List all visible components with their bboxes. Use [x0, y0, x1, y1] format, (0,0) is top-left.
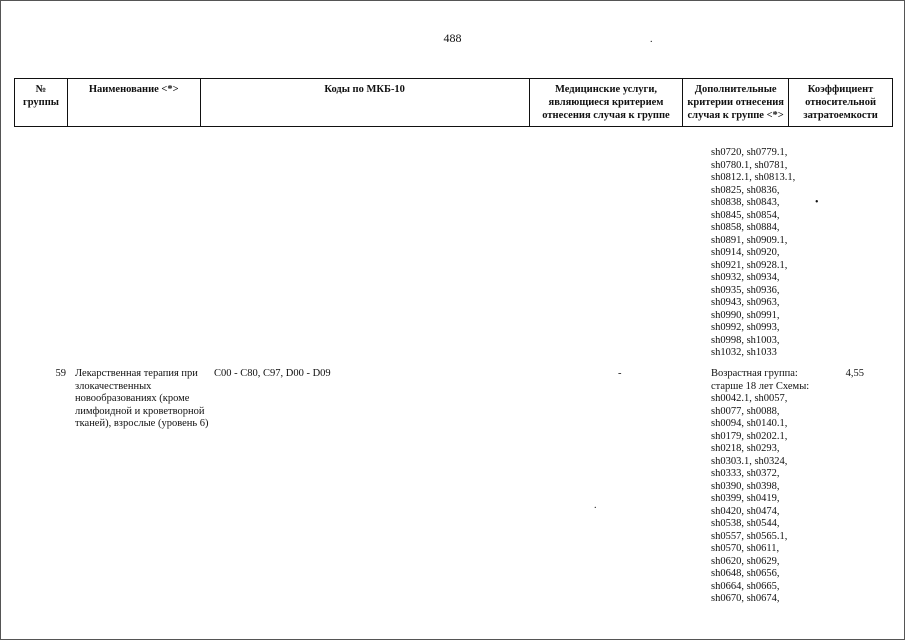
row-59-services: -	[618, 368, 622, 379]
row-59-name: Лекарственная терапия при злокачественных новообразованиях (кроме лимфоидной и кроветворной тканей), взрослые (уровень 6)	[75, 368, 209, 429]
continuation-extra-criteria: sh0720, sh0779.1, sh0780.1, sh0781, sh0812.1, sh0813.1, sh0825, sh0836, sh0838, sh0843, sh0845, sh0854, sh0858, sh0884, sh0891, sh0909.1, sh0914, sh0920, sh0921, sh0928.1, sh0932, sh0934, sh0935, sh0936, sh0943, sh0963, sh0990, sh0991, sh0992, sh0993, sh0998, sh1003, sh1032, sh1033	[711, 147, 796, 358]
header-row	[15, 79, 893, 127]
header-coefficient: Коэффициент относительной затратоемкости	[789, 79, 893, 127]
table-header	[14, 78, 893, 127]
scan-speck: •	[815, 197, 819, 208]
header-group-no: № группы	[15, 79, 68, 127]
header-name: Наименование <*>	[67, 79, 200, 127]
scan-speck: .	[594, 500, 597, 511]
page-number: 488	[443, 31, 462, 45]
row-59-icd-codes: C00 - C80, C97, D00 - D09	[214, 368, 331, 379]
scan-speck: .	[650, 34, 653, 45]
header-extra-criteria: Дополнительные критерии отнесения случая к группе <*>	[683, 79, 789, 127]
row-59-group-no: 59	[55, 368, 66, 379]
row-59-coefficient: 4,55	[845, 368, 864, 379]
header-icd-codes: Коды по МКБ-10	[200, 79, 529, 127]
row-59-extra-criteria: Возрастная группа: старше 18 лет Схемы: sh0042.1, sh0057, sh0077, sh0088, sh0094, sh0140.1, sh0179, sh0202.1, sh0218, sh0293, sh0303.1, sh0324, sh0333, sh0372, sh0390, sh0398, sh0399, sh0419, sh0420, sh0474, sh0538, sh0544, sh0557, sh0565.1, sh0570, sh0611, sh0620, sh0629, sh0648, sh0656, sh0664, sh0665, sh0670, sh0674,	[711, 368, 810, 604]
header-services: Медицинские услуги, являющиеся критерием отнесения случая к группе	[529, 79, 682, 127]
